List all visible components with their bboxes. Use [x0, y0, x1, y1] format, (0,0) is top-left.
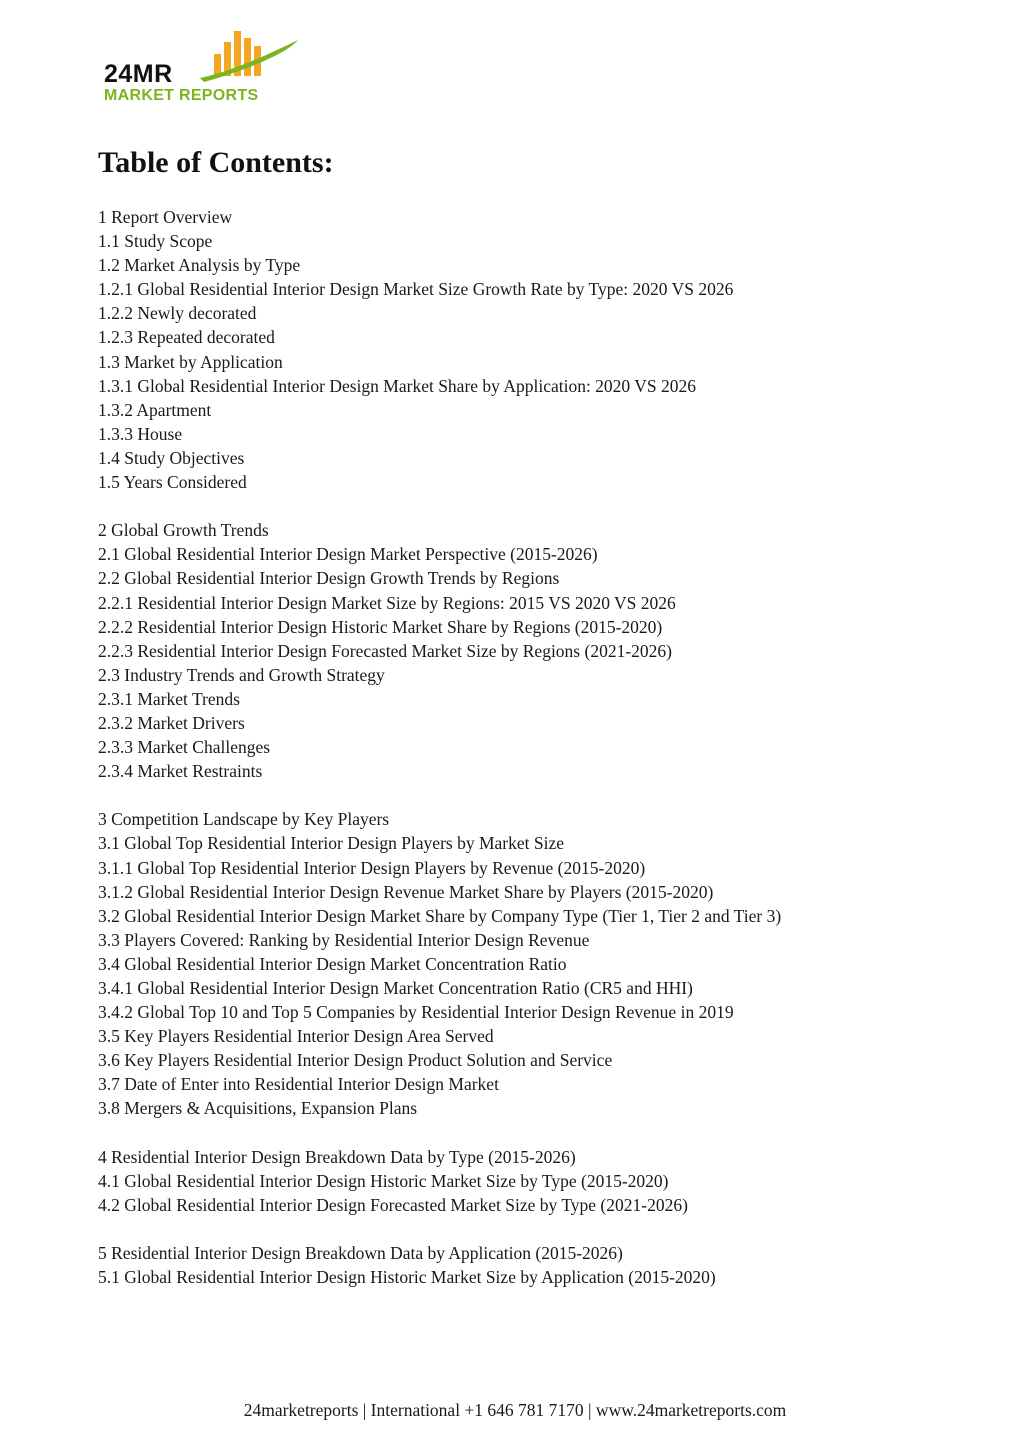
- toc-item: 1.2.3 Repeated decorated: [98, 327, 275, 348]
- table-of-contents: [98, 205, 978, 1313]
- toc-item: 3.2 Global Residential Interior Design Market Share by Company Type (Tier 1, Tier 2 and Tier 3): [98, 905, 782, 926]
- toc-item: 5.1 Global Residential Interior Design Historic Market Size by Application (2015-2020): [98, 1267, 716, 1288]
- toc-item: 2.3.3 Market Challenges: [98, 737, 271, 758]
- toc-item: 3.3 Players Covered: Ranking by Residential Interior Design Revenue: [98, 929, 590, 950]
- toc-item: 4.2 Global Residential Interior Design Forecasted Market Size by Type (2021-2026): [98, 1194, 688, 1215]
- logo-text-market-reports: MARKET REPORTS: [104, 87, 259, 104]
- toc-item: 1.3.2 Apartment: [98, 399, 212, 420]
- toc-item: 2.2.2 Residential Interior Design Historic Market Share by Regions (2015-2020): [98, 616, 663, 637]
- toc-item: 3.7 Date of Enter into Residential Interior Design Market: [98, 1074, 499, 1095]
- toc-item: 2.3.4 Market Restraints: [98, 761, 263, 782]
- toc-item: 3.4 Global Residential Interior Design Market Concentration Ratio: [98, 953, 567, 974]
- toc-section: [98, 807, 978, 1120]
- toc-item: 3.4.2 Global Top 10 and Top 5 Companies by Residential Interior Design Revenue in 2019: [98, 1002, 734, 1023]
- toc-item: 3.1.2 Global Residential Interior Design Revenue Market Share by Players (2015-2020): [98, 881, 714, 902]
- toc-item: 1.3.3 House: [98, 423, 183, 444]
- toc-item: 1.2 Market Analysis by Type: [98, 255, 301, 276]
- toc-item: 3.8 Mergers & Acquisitions, Expansion Plans: [98, 1098, 418, 1119]
- toc-item: 3.1 Global Top Residential Interior Design Players by Market Size: [98, 833, 564, 854]
- toc-item: 2.3.2 Market Drivers: [98, 712, 245, 733]
- toc-item: 2.3.1 Market Trends: [98, 688, 240, 709]
- toc-item: 3 Competition Landscape by Key Players: [98, 809, 390, 830]
- toc-item: 2.3 Industry Trends and Growth Strategy: [98, 664, 385, 685]
- toc-item: 3.1.1 Global Top Residential Interior Design Players by Revenue (2015-2020): [98, 857, 646, 878]
- page-title: Table of Contents:: [98, 146, 334, 179]
- toc-item: 1 Report Overview: [98, 207, 233, 227]
- toc-item: 1.2.1 Global Residential Interior Design Market Size Growth Rate by Type: 2020 VS 2026: [98, 279, 734, 300]
- toc-item: 4.1 Global Residential Interior Design Historic Market Size by Type (2015-2020): [98, 1170, 669, 1191]
- logo-text-24mr: 24MR: [104, 60, 173, 88]
- toc-item: 1.4 Study Objectives: [98, 447, 245, 468]
- company-logo: [100, 28, 310, 110]
- toc-item: 1.3 Market by Application: [98, 351, 283, 372]
- toc-section: [98, 1241, 978, 1289]
- toc-item: 3.6 Key Players Residential Interior Design Product Solution and Service: [98, 1050, 613, 1071]
- toc-item: 2.2.1 Residential Interior Design Market Size by Regions: 2015 VS 2020 VS 2026: [98, 592, 676, 613]
- toc-item: 1.5 Years Considered: [98, 472, 247, 493]
- toc-item: 4 Residential Interior Design Breakdown Data by Type (2015-2026): [98, 1146, 576, 1167]
- toc-item: 5 Residential Interior Design Breakdown Data by Application (2015-2026): [98, 1243, 623, 1264]
- toc-item: 1.2.2 Newly decorated: [98, 303, 257, 324]
- footer-contact: 24marketreports | International +1 646 781 7170 | www.24marketreports.com: [243, 1400, 787, 1420]
- toc-section: [98, 1145, 978, 1217]
- toc-section: [98, 518, 978, 783]
- toc-item: 2 Global Growth Trends: [98, 520, 269, 541]
- toc-item: 1.1 Study Scope: [98, 231, 213, 252]
- toc-item: 2.2.3 Residential Interior Design Forecasted Market Size by Regions (2021-2026): [98, 640, 672, 661]
- toc-item: 2.1 Global Residential Interior Design Market Perspective (2015-2026): [98, 544, 598, 565]
- toc-item: 3.4.1 Global Residential Interior Design Market Concentration Ratio (CR5 and HHI): [98, 978, 693, 998]
- toc-item: 1.3.1 Global Residential Interior Design Market Share by Application: 2020 VS 2026: [98, 375, 696, 396]
- toc-item: 3.5 Key Players Residential Interior Design Area Served: [98, 1026, 494, 1047]
- toc-section: [98, 205, 978, 494]
- toc-item: 2.2 Global Residential Interior Design Growth Trends by Regions: [98, 568, 560, 589]
